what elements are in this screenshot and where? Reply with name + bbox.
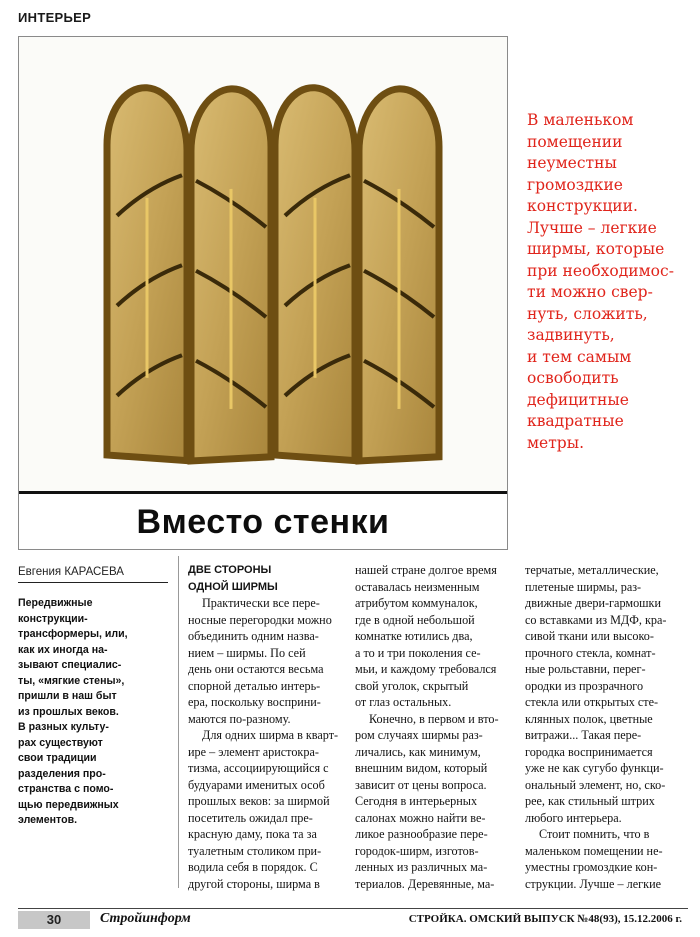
pull-quote-line: освободить [527, 369, 619, 387]
lead-line: из прошлых веков. [18, 705, 119, 718]
body-line: городка воспринимается [525, 744, 653, 759]
body-line: маленьком помещении не- [525, 843, 663, 858]
pull-quote-line: В маленьком [527, 111, 634, 129]
pull-quote-line: громоздкие [527, 175, 623, 194]
subheading-line: ДВЕ СТОРОНЫ [188, 564, 272, 576]
body-line: со вставками из МДФ, кра- [525, 612, 667, 627]
pull-quote-line: задвинуть, [527, 326, 615, 344]
body-line: уже не как сугубо функци- [525, 761, 664, 775]
screen-panel-2 [191, 87, 271, 461]
body-line: струкции. Лучше – легкие [525, 876, 662, 891]
author-byline: Евгения КАРАСЕВА [18, 566, 168, 583]
article-column-3 [525, 562, 695, 892]
body-line: тизма, ассоциирующийся с [188, 761, 329, 775]
screen-panel-3 [275, 85, 355, 461]
footer-rule [18, 908, 688, 909]
body-line: ера, поскольку восприни- [188, 695, 321, 709]
body-line: Конечно, в первом и вто- [369, 711, 499, 726]
pull-quote-line: конструкции. [527, 197, 638, 215]
lead-line: свои традиции [18, 752, 97, 764]
body-line: посетитель ожидал пре- [188, 810, 313, 825]
subheading-line: ОДНОЙ ШИРМЫ [188, 580, 278, 593]
body-line: где в одной небольшой [355, 612, 475, 627]
lead-line: как их иногда на- [18, 643, 108, 656]
section-rubric: ИНТЕРЬЕР [18, 10, 92, 25]
body-line: будуарами именитых особ [188, 777, 325, 792]
pull-quote-line: нуть, сложить, [527, 304, 648, 323]
body-line: свой уголок, скрытый [355, 678, 469, 693]
pull-quote [527, 110, 697, 454]
lead-line: рах существуют [18, 736, 103, 749]
body-line: клянных полок, цветные [525, 711, 653, 726]
body-line: ром случаях ширмы раз- [355, 728, 483, 742]
lead-line: В разных культу- [18, 721, 109, 733]
body-line: оставалась неизменным [355, 579, 480, 594]
lead-line: щью передвижных [18, 798, 119, 811]
lead-line: Передвижные [18, 597, 93, 609]
body-line: водила себя в порядок. С [188, 860, 318, 874]
screen-panel-4 [359, 87, 439, 461]
screen-panel-1 [107, 85, 187, 461]
body-line: прошлых веков: за ширмой [188, 794, 330, 808]
body-line: терчатые, металлические, [525, 563, 659, 577]
body-line: прочного стекла, комнат- [525, 645, 656, 660]
title-bar [19, 491, 507, 550]
body-line: движные двери-гармошки [525, 596, 661, 610]
body-line: день они остаются весьма [188, 662, 324, 676]
photo-frame [18, 36, 508, 550]
body-line: ире – элемент аристокра- [188, 744, 319, 759]
pull-quote-line: помещении [527, 132, 623, 151]
body-line: а то и три поколения се- [355, 645, 481, 660]
body-line: любого интерьера. [525, 810, 622, 825]
lead-line: элементов. [18, 814, 78, 826]
body-line: стекла или открытых сте- [525, 695, 659, 709]
pull-quote-line: неуместны [527, 154, 617, 172]
lead-line: разделения про- [18, 767, 106, 780]
body-line: салонах можно найти ве- [355, 810, 486, 825]
lead-line: зывают специалис- [18, 659, 122, 671]
body-line: спорной деталью интерь- [188, 678, 321, 693]
body-line: мьи, и каждому требовался [355, 662, 497, 676]
pull-quote-line: ти можно свер- [527, 283, 653, 301]
body-line: Сегодня в интерьерных [355, 794, 478, 808]
pull-quote-line: квадратные [527, 412, 624, 430]
lead-line: ты, «мягкие стены», [18, 674, 125, 687]
body-line: городок-ширм, изготов- [355, 843, 479, 858]
body-line: Стоит помнить, что в [539, 827, 650, 841]
publication-brand: Стройинформ [100, 911, 191, 926]
pull-quote-line: Лучше – легкие [527, 218, 657, 237]
body-line: красную даму, пока та за [188, 827, 317, 841]
body-line: ликое разнообразие пере- [355, 827, 488, 841]
body-line: зависит от цены вопроса. [355, 777, 487, 792]
body-line: личались, как минимум, [355, 744, 481, 759]
article-title: Вместо стенки [136, 502, 390, 541]
lead-line: пришли в наш быт [18, 690, 117, 702]
body-line: атрибутом коммуналок, [355, 596, 478, 610]
body-line: ородки из прозрачного [525, 678, 644, 693]
lead-line: конструкции- [18, 612, 88, 625]
body-line: другой стороны, ширма в [188, 876, 320, 891]
body-line: витражи... Такая пере- [525, 728, 642, 742]
page-number: 30 [18, 911, 90, 929]
article-column-1 [188, 562, 348, 892]
body-line: териалов. Деревянные, ма- [355, 876, 495, 891]
body-line: ные рольставни, перег- [525, 662, 646, 676]
article-column-2 [355, 562, 518, 892]
body-line: ленных из различных ма- [355, 860, 488, 874]
pull-quote-line: при необходимос- [527, 261, 674, 280]
body-line: объединить одним назва- [188, 629, 319, 643]
body-line: туалетным столиком при- [188, 843, 322, 858]
body-line: рее, как стильный штрих [525, 794, 655, 808]
pull-quote-line: и тем самым [527, 347, 632, 366]
lead-paragraph [18, 596, 173, 829]
body-line: комнатке ютились два, [355, 629, 473, 643]
body-line: внешним видом, который [355, 761, 488, 775]
body-line: носные перегородки можно [188, 612, 332, 627]
body-line: Для одних ширма в кварт- [202, 728, 339, 742]
issue-info: СТРОЙКА. ОМСКИЙ ВЫПУСК №48(93), 15.12.2006 г. [408, 913, 682, 925]
pull-quote-line: ширмы, которые [527, 240, 665, 258]
folding-screen-photo-icon [19, 37, 507, 491]
body-line: Практически все пере- [202, 596, 320, 610]
body-line: нашей стране долгое время [355, 563, 497, 577]
lead-line: трансформеры, или, [18, 628, 128, 640]
body-line: нием – ширмы. По сей [188, 645, 306, 660]
lead-line: странства с помо- [18, 783, 114, 795]
body-line: маются по-разному. [188, 711, 291, 726]
body-line: ональный элемент, но, ско- [525, 777, 666, 792]
body-line: уместны громоздкие кон- [525, 860, 658, 874]
pull-quote-line: дефицитные [527, 390, 629, 409]
pull-quote-line: метры. [527, 433, 584, 452]
body-line: сивой ткани или высоко- [525, 629, 654, 643]
body-line: плетеные ширмы, раз- [525, 579, 642, 594]
column-divider [178, 556, 179, 888]
body-line: от глаз остальных. [355, 695, 452, 709]
